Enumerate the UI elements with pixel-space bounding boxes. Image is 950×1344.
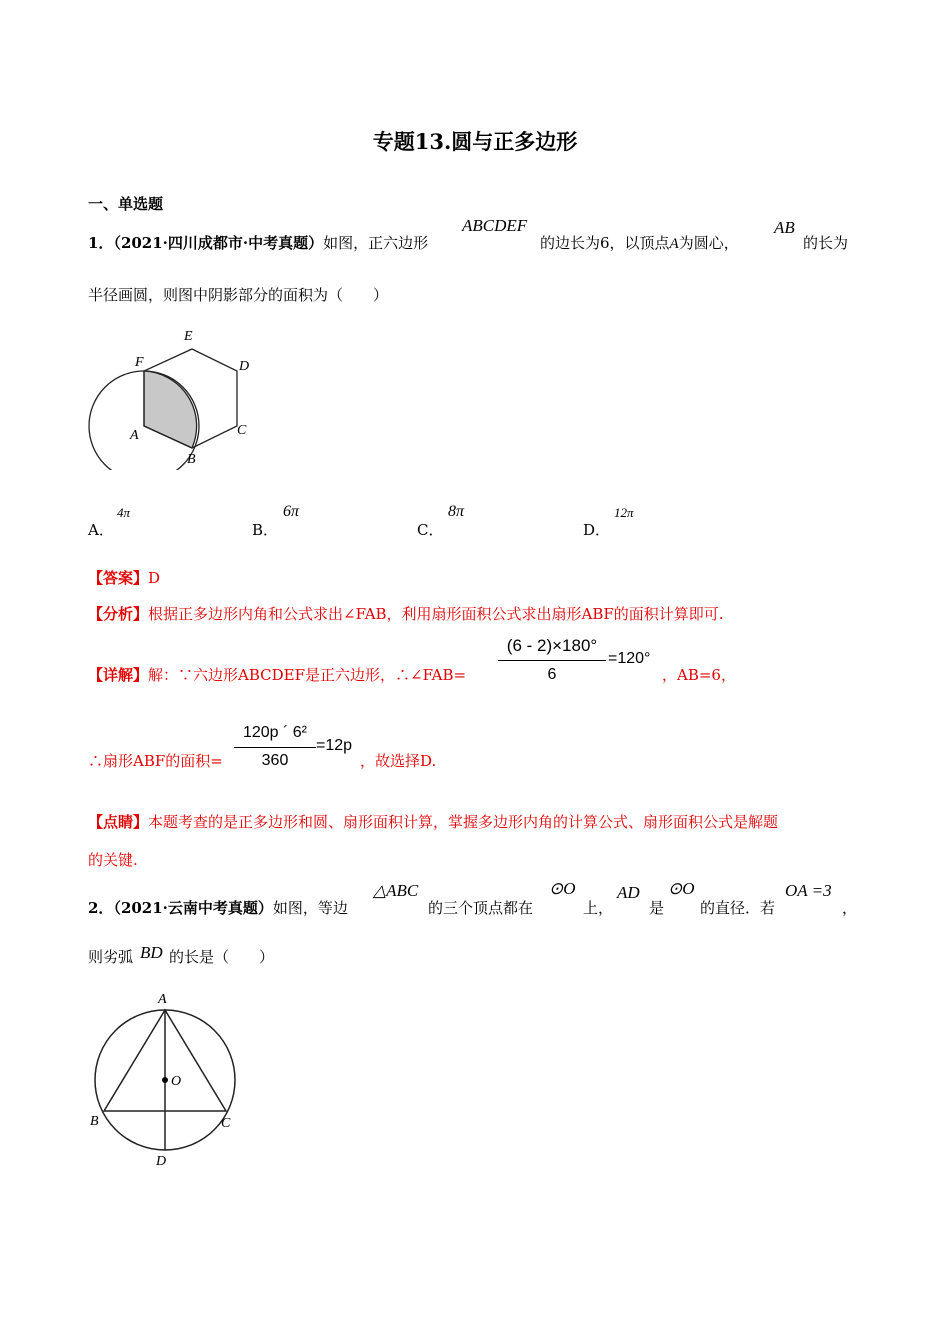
- q2-text6: ，: [842, 899, 858, 917]
- option-b-value: 6π: [283, 503, 300, 520]
- label-b: B: [187, 452, 196, 467]
- point-line2: 的关键.: [88, 851, 138, 869]
- q1-hexagon-name: ABCDEF: [462, 216, 528, 235]
- label-a: A: [158, 992, 167, 1007]
- q2-circle-o: ⊙O: [549, 879, 576, 898]
- fraction1-bar: [498, 660, 606, 661]
- fraction2-denominator: 360: [261, 752, 289, 769]
- label-c: C: [237, 423, 247, 438]
- label-a: A: [130, 428, 139, 443]
- detail-line1-tail: ，AB=6，: [662, 666, 736, 684]
- option-d-value: 12π: [614, 505, 634, 520]
- label-d: D: [156, 1154, 167, 1169]
- q2-line2: 则劣弧: [88, 948, 134, 966]
- detail-line2: ∴扇形ABF的面积=: [88, 752, 223, 770]
- label-d: D: [239, 359, 250, 374]
- q2-number: 2．: [88, 899, 114, 917]
- page-title: 专题13.圆与正多边形: [372, 129, 578, 154]
- q2-bd: BD: [140, 943, 163, 962]
- section-heading: 一、单选题: [88, 195, 164, 213]
- q1-text1: 如图，正六边形: [323, 234, 429, 252]
- q1-text2: 的边长为6，以顶点A为圆心，: [540, 234, 739, 252]
- option-b-label: B．: [252, 521, 279, 539]
- fraction1-result: =120°: [608, 650, 651, 667]
- q2-text2: 的三个顶点都在: [428, 899, 534, 917]
- point-line1: 【点睛】本题考查的是正多边形和圆、扇形面积计算，掌握多边形内角的计算公式、扇形面积公式是解题: [88, 813, 779, 831]
- q2-text5: 的直径．若: [700, 899, 776, 917]
- center-dot: [162, 1077, 168, 1083]
- q1-number: 1．: [88, 234, 114, 252]
- fraction2-bar: [234, 747, 316, 748]
- option-a-value: 4π: [117, 505, 131, 520]
- q2-text4: 是: [649, 899, 665, 917]
- detail-line1: 【详解】解：∵六边形ABCDEF是正六边形，∴∠FAB=: [88, 666, 467, 684]
- label-c: C: [221, 1116, 231, 1131]
- q1-source: （2021·四川成都市·中考真题）: [113, 234, 324, 252]
- label-b: B: [90, 1114, 99, 1129]
- q1-line2: 半径画圆，则图中阴影部分的面积为（ ）: [88, 286, 389, 304]
- fraction2-result: =12p: [316, 737, 353, 754]
- q2-triangle: △ABC: [373, 881, 419, 900]
- q2-source: （2021·云南中考真题）: [113, 899, 273, 917]
- label-o: O: [171, 1074, 182, 1089]
- answer-line: 【答案】D: [88, 569, 161, 587]
- q1-ab: AB: [774, 218, 795, 237]
- q1-text4: 的长为: [803, 234, 849, 252]
- q2-oa: OA =3: [785, 881, 832, 900]
- q2-text3: 上，: [583, 899, 614, 917]
- q1-line1: [88, 232, 428, 253]
- label-f: F: [135, 355, 144, 370]
- fraction2-numerator: 120p ´ 6²: [242, 724, 308, 741]
- q2-line2b: 的长是（ ）: [169, 948, 275, 966]
- detail-line2-tail: ，故选择D.: [360, 752, 437, 770]
- option-a-label: A．: [88, 521, 114, 539]
- label-e: E: [184, 329, 193, 344]
- fraction1-numerator: (6 - 2)×180°: [506, 636, 598, 655]
- analysis-line: 【分析】根据正多边形内角和公式求出∠FAB，利用扇形面积公式求出扇形ABF的面积计算即可.: [88, 605, 724, 623]
- q2-text1: 如图，等边: [272, 899, 348, 917]
- q2-circle-o2: ⊙O: [668, 879, 695, 898]
- q1-hexagon-figure: [85, 322, 260, 470]
- q2-circle-figure: [85, 988, 245, 1170]
- q2-line1: [88, 897, 348, 918]
- fraction1-denominator: 6: [547, 666, 557, 683]
- option-d-label: D．: [583, 521, 611, 539]
- option-c-label: C．: [417, 521, 444, 539]
- option-c-value: 8π: [448, 503, 465, 520]
- q2-ad: AD: [617, 883, 640, 902]
